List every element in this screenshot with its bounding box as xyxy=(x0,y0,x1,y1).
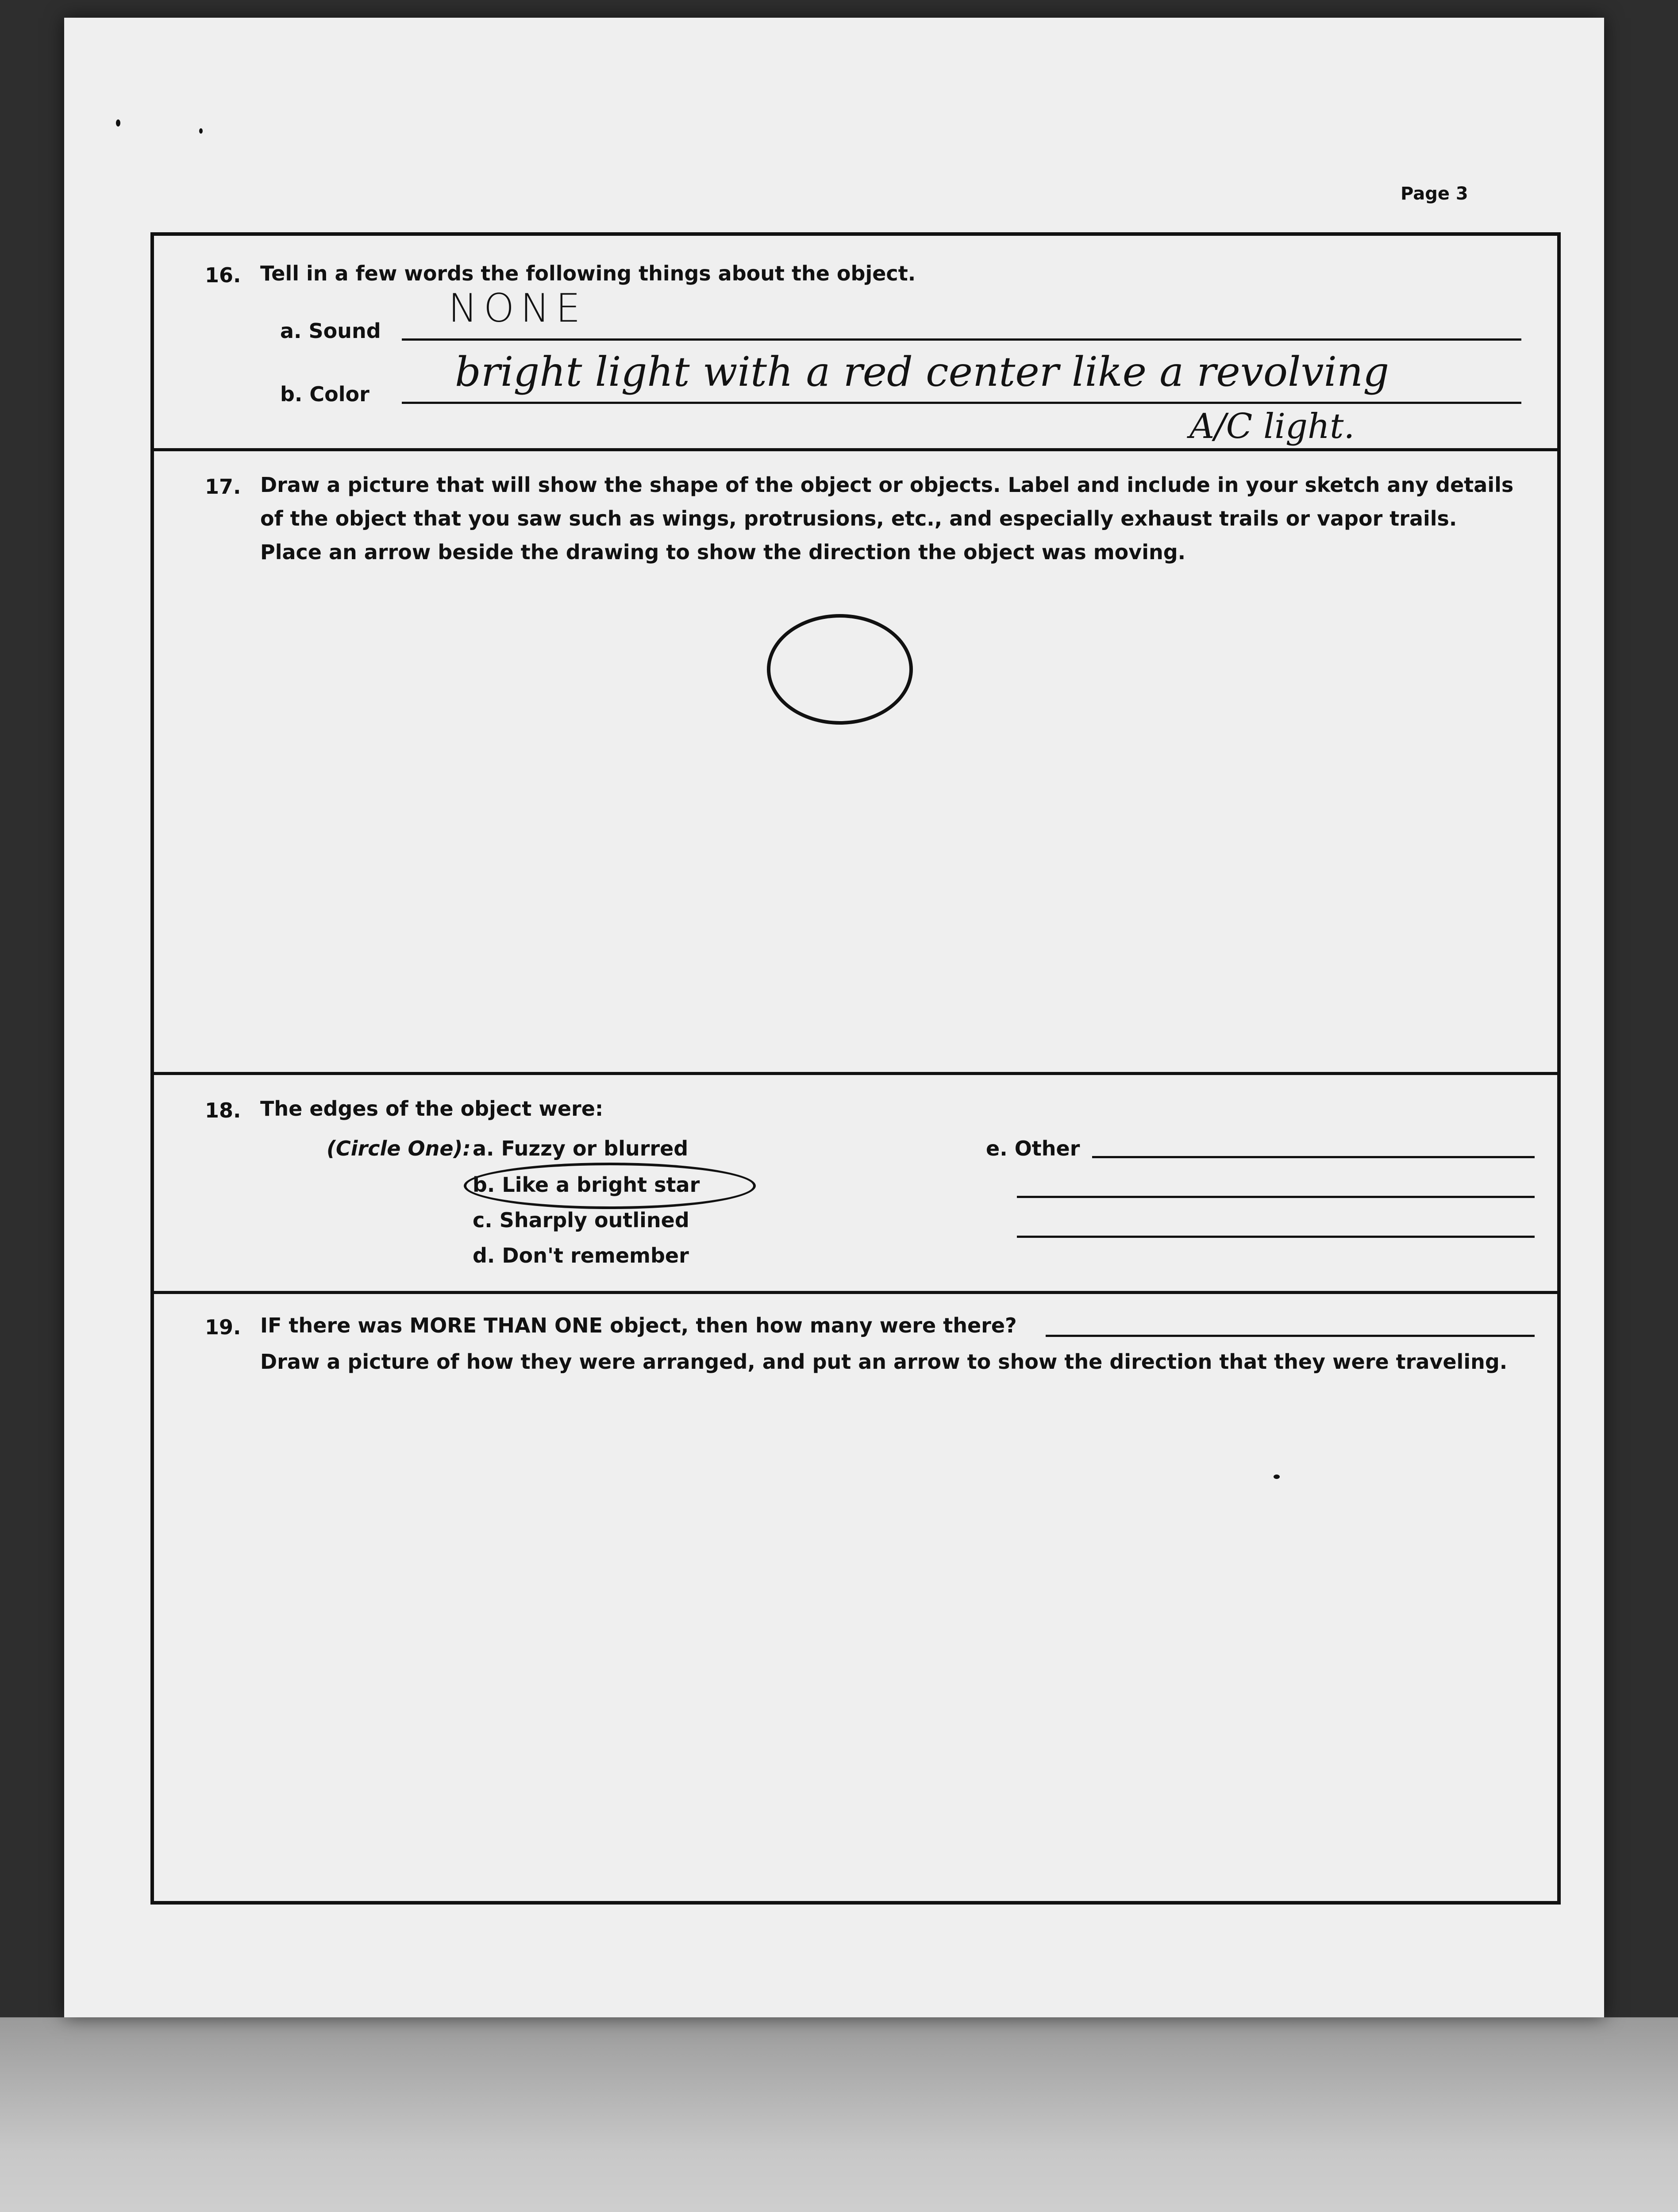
q18-option-a[interactable]: a. Fuzzy or blurred xyxy=(473,1137,689,1160)
scan-speck xyxy=(116,119,120,127)
scan-table-surface xyxy=(0,2017,1678,2212)
q16-color-line xyxy=(402,402,1521,404)
q18-prompt: The edges of the object were: xyxy=(260,1097,604,1121)
q19-line1: IF there was MORE THAN ONE object, then how many were there? xyxy=(260,1313,1017,1337)
q18-selected-ring xyxy=(464,1163,756,1209)
q18-other-line-3[interactable] xyxy=(1017,1236,1535,1238)
q17-line2: of the object that you saw such as wings, protrusions, etc., and especially exhaust trails or vapor trails. xyxy=(260,507,1457,530)
q17-line3: Place an arrow beside the drawing to show the direction the object was moving. xyxy=(260,540,1186,564)
q17-line1: Draw a picture that will show the shape of the object or objects. Label and include in your sketch any details xyxy=(260,473,1514,497)
q18-other-line-1[interactable] xyxy=(1092,1156,1535,1158)
q16-divider xyxy=(154,448,1557,451)
q16-color-answer-cont[interactable]: A/C light. xyxy=(1189,407,1355,446)
q18-other-line-2[interactable] xyxy=(1017,1196,1535,1198)
q16-sound-line xyxy=(402,338,1521,341)
stray-pen-mark xyxy=(1274,1475,1280,1479)
scan-speck xyxy=(199,128,203,134)
page-number: Page 3 xyxy=(1401,184,1468,204)
q18-option-b[interactable]: b. Like a bright star xyxy=(473,1173,700,1197)
q16-color-label: b. Color xyxy=(280,382,369,406)
q19-line2: Draw a picture of how they were arranged, and put an arrow to show the direction that they were traveling. xyxy=(260,1350,1508,1374)
q19-count-line[interactable] xyxy=(1046,1335,1535,1337)
object-sketch-circle xyxy=(767,614,913,725)
q18-option-d[interactable]: d. Don't remember xyxy=(473,1244,689,1267)
q17-divider xyxy=(154,1072,1557,1075)
q19-number: 19. xyxy=(205,1315,241,1339)
q16-color-answer[interactable]: bright light with a red center like a revolving xyxy=(455,348,1389,396)
q18-number: 18. xyxy=(205,1098,241,1122)
questionnaire-form xyxy=(150,232,1561,1905)
q16-number: 16. xyxy=(205,263,241,287)
q16-prompt: Tell in a few words the following things about the object. xyxy=(260,261,916,285)
q17-number: 17. xyxy=(205,475,241,499)
q18-option-e[interactable]: e. Other xyxy=(986,1137,1080,1160)
q18-option-c[interactable]: c. Sharply outlined xyxy=(473,1208,689,1232)
form-page xyxy=(64,18,1604,2017)
q18-divider xyxy=(154,1291,1557,1294)
q16-sound-label: a. Sound xyxy=(280,319,381,343)
q16-sound-answer[interactable]: NONE xyxy=(448,285,587,331)
q18-instruction: (Circle One): xyxy=(327,1137,471,1160)
